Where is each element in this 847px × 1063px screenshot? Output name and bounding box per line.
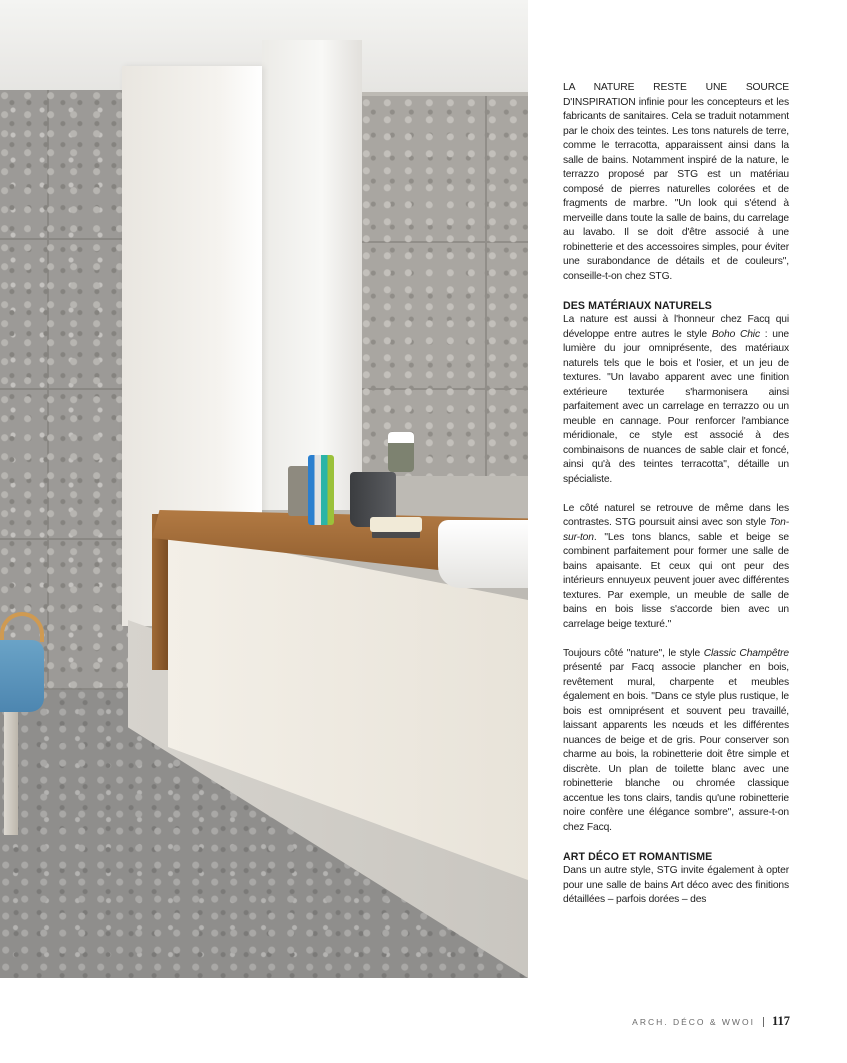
paragraph-text: La nature est aussi à l'honneur chez Facq qui développe entre autres le style bbox=[563, 314, 789, 340]
paragraph-1 bbox=[563, 81, 789, 284]
soap-dispenser bbox=[388, 432, 414, 472]
blue-towel bbox=[0, 640, 44, 712]
soap-bar bbox=[370, 517, 422, 532]
style-name: Classic Champêtre bbox=[703, 647, 789, 659]
light-panel bbox=[262, 40, 362, 510]
paragraph-text: infinie pour les concepteurs et les fabricants de sanitaires. Cela se traduit notamment par le choix des teintes. Les tons naturels de terre, comme le terracotta, apparaissent ainsi dans la salle de bains. Notamment inspiré de la nature, le terrazzo proposé par STG est un matériau composé de pierres naturelles colorées et de fragments de marbre. "Un look qui s'étend à merveille dans toute la salle de bains, du carrelage au lavabo. Il se doit d'être associé à une robinetterie et des accessoires simples, pour éviter une surabondance de détails et de couleurs", conseille-t-on chez STG. bbox=[563, 96, 789, 282]
article-text bbox=[563, 81, 789, 908]
section-heading: DES MATÉRIAUX NATURELS bbox=[563, 299, 712, 312]
paragraph-4 bbox=[563, 647, 789, 836]
paragraph-5 bbox=[563, 864, 789, 908]
style-name: Ton-sur-ton bbox=[563, 517, 789, 543]
glass-jar bbox=[288, 466, 310, 516]
paragraph-lead: LA NATURE RESTE UNE SOURCE D'INSPIRATION bbox=[563, 82, 789, 108]
paragraph-text: présenté par Facq associe plancher en bois, revêtement mural, charpente et meubles également en bois. "Dans ce style plus rustique, le bois est omniprésent et souvent peu travaillé, laissant apparents les nœuds et les différentes nuances de beige et de gris. Pour conserver son charme au bois, la robinetterie doit être simple et discrète. Un plan de toilette blanc avec une robinetterie blanche ou chromée classique accentue les tons clairs, tandis qu'une robinetterie noire confère une élégance sombre", assure-t-on chez Facq. bbox=[563, 662, 789, 833]
footer-divider bbox=[763, 1017, 764, 1027]
terrazzo-wall bbox=[0, 90, 128, 690]
toothbrushes bbox=[308, 455, 334, 525]
paragraph-text: Dans un autre style, STG invite également à opter pour une salle de bains Art déco avec des finitions détaillées – parfois dorées – des bbox=[563, 865, 789, 905]
paragraph-text: . "Les tons blancs, sable et beige se combinent parfaitement pour former une salle de bains apaisante. Et ceux qui ont peur des intérieurs ennuyeux peuvent jouer avec différentes textures. Par exemple, un meuble de salle de bains en bois lisse s'accorde bien avec un carrelage beige texturé." bbox=[563, 531, 789, 630]
paragraph-text: Toujours côté "nature", le style bbox=[563, 647, 704, 659]
page-footer bbox=[632, 1014, 790, 1029]
page-number: 117 bbox=[771, 1014, 790, 1028]
paragraph-3 bbox=[563, 502, 789, 633]
mirror-reflection bbox=[360, 96, 528, 476]
section-heading: ART DÉCO ET ROMANTISME bbox=[563, 850, 713, 863]
washbasin bbox=[438, 520, 528, 588]
paragraph-text: : une lumière du jour omniprésente, des matériaux naturels tels que le bois et l'osier, et un jeu de textures. "Un lavabo apparent avec une finition extérieure texturée s'harmonisera ainsi parfaitement avec un carrelage en terrazzo ou un meuble en cannage. Pour renforcer l'ambiance méridionale, ce style est associé à des combinaisons de nuances de sable clair et foncé, ainsi qu'à des teintes terracotta", détaille un spécialiste. bbox=[563, 328, 789, 485]
paragraph-2 bbox=[563, 313, 789, 487]
style-name: Boho Chic bbox=[711, 328, 760, 340]
paragraph-text: Le côté naturel se retrouve de même dans les contrastes. STG poursuit ainsi avec son style bbox=[563, 502, 789, 528]
magazine-name: ARCH. DÉCO & WWOI bbox=[632, 1016, 755, 1027]
